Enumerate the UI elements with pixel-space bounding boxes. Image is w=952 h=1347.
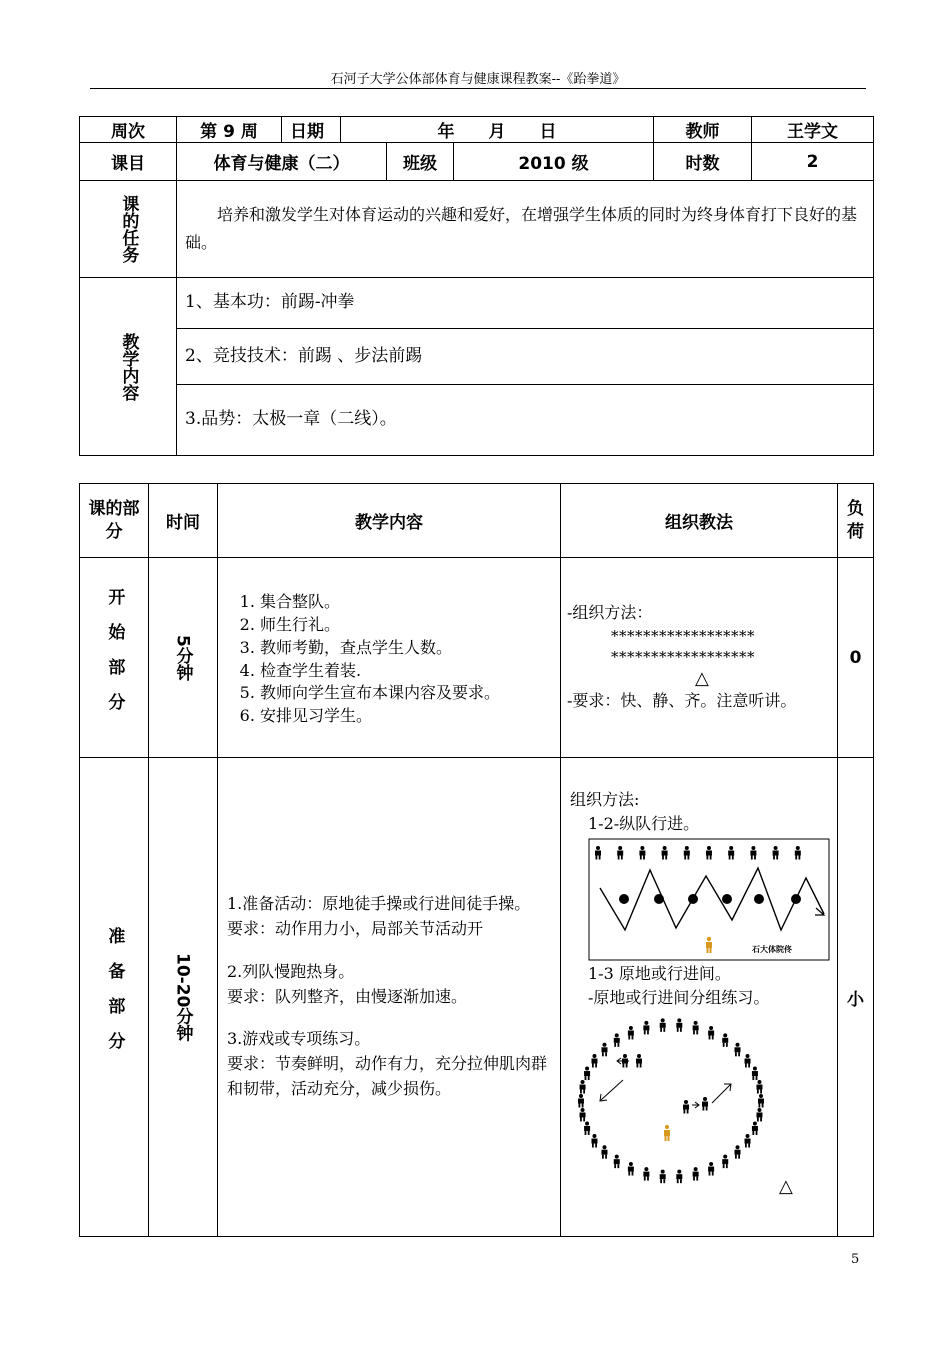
- person-icon: [636, 1054, 642, 1068]
- teacher-person-icon: [664, 1125, 670, 1141]
- week-value: 第 9 周: [177, 117, 282, 143]
- person-icon: [580, 1080, 586, 1094]
- header-load: 负荷: [838, 484, 874, 558]
- person-icon: [584, 1121, 590, 1135]
- prep-method-title: 组织方法:: [570, 790, 640, 809]
- person-icon: [752, 1121, 758, 1135]
- person-icon: [628, 1162, 634, 1176]
- start-item: 2. 师生行礼。: [260, 614, 560, 637]
- person-icon: [756, 1080, 762, 1094]
- hours-label: 时数: [654, 143, 752, 181]
- person-icon: [683, 1100, 689, 1114]
- person-icon: [693, 1021, 699, 1035]
- prep-method-sub3: -原地或行进间分组练习。: [588, 988, 770, 1007]
- start-item: 1. 集合整队。: [260, 591, 560, 614]
- task-label: 课的任务: [118, 195, 139, 263]
- person-icon: [752, 1067, 758, 1081]
- header-time: 时间: [149, 484, 218, 558]
- prep-item-3: 3.游戏或专项练习。: [227, 1029, 371, 1049]
- start-time: 5分钟: [172, 634, 193, 681]
- course-label: 课目: [80, 143, 177, 181]
- person-icon: [708, 1162, 714, 1176]
- teacher-triangle-icon: △: [779, 1176, 793, 1197]
- prep-part-label: 准备部分: [104, 927, 125, 1067]
- person-icon: [745, 1054, 751, 1068]
- person-icon: [578, 1094, 584, 1108]
- start-item: 3. 教师考勤，查点学生人数。: [260, 637, 560, 660]
- class-label: 班级: [387, 143, 454, 181]
- person-icon: [628, 1026, 634, 1040]
- formation-row-2: ******************: [611, 647, 755, 666]
- plan-table: [79, 483, 874, 1237]
- task-text: 培养和激发学生对体育运动的兴趣和爱好，在增强学生体质的同时为终身体育打下良好的基础。: [177, 181, 874, 278]
- person-icon: [584, 1067, 590, 1081]
- person-icon: [601, 1145, 607, 1159]
- start-method-title: -组织方法：: [567, 602, 653, 622]
- person-icon: [693, 1167, 699, 1181]
- person-icon: [708, 1026, 714, 1040]
- person-icon: [660, 1170, 666, 1184]
- person-icon: [735, 1145, 741, 1159]
- prep-method-sub1: 1-2-纵队行进。: [588, 814, 700, 833]
- prep-item-1-req: 要求：动作用力小，局部关节活动开: [227, 919, 484, 938]
- person-icon: [722, 1155, 728, 1169]
- person-icon: [601, 1043, 607, 1057]
- person-icon: [591, 1134, 597, 1148]
- prep-item-2-req: 要求：队列整齐，由慢逐渐加速。: [227, 986, 468, 1006]
- page-number: 5: [851, 1252, 860, 1267]
- start-item: 5. 教师向学生宣布本课内容及要求。: [260, 682, 560, 705]
- person-icon: [643, 1021, 649, 1035]
- person-icon: [722, 1033, 728, 1047]
- start-requirement: -要求：快、静、齐。注意听讲。: [567, 691, 797, 711]
- teacher-triangle-icon: △: [695, 667, 709, 689]
- teacher-label: 教师: [654, 117, 752, 143]
- start-item: 6. 安排见习学生。: [260, 705, 560, 728]
- content-item-3: 3.品势：太极一章（二线）。: [177, 385, 874, 456]
- prep-time: 10-20分钟: [172, 952, 193, 1042]
- header-rule: [90, 88, 866, 89]
- info-table: [79, 116, 874, 456]
- start-part-label: 开始部分: [104, 587, 125, 728]
- person-icon: [643, 1167, 649, 1181]
- person-icon: [614, 1033, 620, 1047]
- person-icon: [580, 1108, 586, 1122]
- course-value: 体育与健康（二）: [177, 143, 387, 181]
- header-part: 课的部分: [80, 484, 149, 558]
- week-label: 周次: [80, 117, 177, 143]
- date-label: 日期: [282, 117, 341, 143]
- start-load: 0: [838, 558, 874, 758]
- prep-item-1: 1.准备活动：原地徒手操或行进间徒手操。: [227, 894, 531, 914]
- header-content: 教学内容: [218, 484, 561, 558]
- prep-item-3-req: 要求：节奏鲜明，动作有力，充分拉伸肌肉群和韧带，活动充分，减少损伤。: [227, 1054, 548, 1098]
- person-icon: [614, 1155, 620, 1169]
- prep-item-2: 2.列队慢跑热身。: [227, 961, 355, 981]
- person-icon: [758, 1094, 764, 1108]
- formation-row-1: ******************: [611, 626, 755, 645]
- date-value: 年 月 日: [341, 117, 654, 143]
- diagram-caption: 石大体院佟: [752, 945, 792, 954]
- class-value: 2010 级: [454, 143, 654, 181]
- start-item: 4. 检查学生着装.: [260, 660, 560, 683]
- content-item-2: 2、竞技技术：前踢 、步法前踢: [177, 329, 874, 385]
- column-march-diagram: [588, 838, 830, 962]
- prep-method-sub2: 1-3 原地或行进间。: [588, 964, 731, 983]
- content-item-1: 1、基本功：前踢-冲拳: [177, 278, 874, 329]
- prep-load: 小: [838, 758, 874, 1237]
- start-items: [218, 591, 560, 727]
- person-icon: [702, 1097, 708, 1111]
- person-icon: [676, 1170, 682, 1184]
- person-icon: [756, 1108, 762, 1122]
- person-icon: [676, 1018, 682, 1032]
- teacher-value: 王学文: [752, 117, 874, 143]
- hours-value: 2: [752, 143, 874, 181]
- person-icon: [735, 1043, 741, 1057]
- circle-practice-diagram: [571, 1016, 781, 1188]
- person-icon: [660, 1018, 666, 1032]
- content-label: 教学内容: [118, 332, 139, 401]
- header-method: 组织教法: [561, 484, 838, 558]
- person-icon: [591, 1054, 597, 1068]
- person-icon: [745, 1134, 751, 1148]
- document-header: 石河子大学公体部体育与健康课程教案--《跆拳道》: [330, 72, 626, 87]
